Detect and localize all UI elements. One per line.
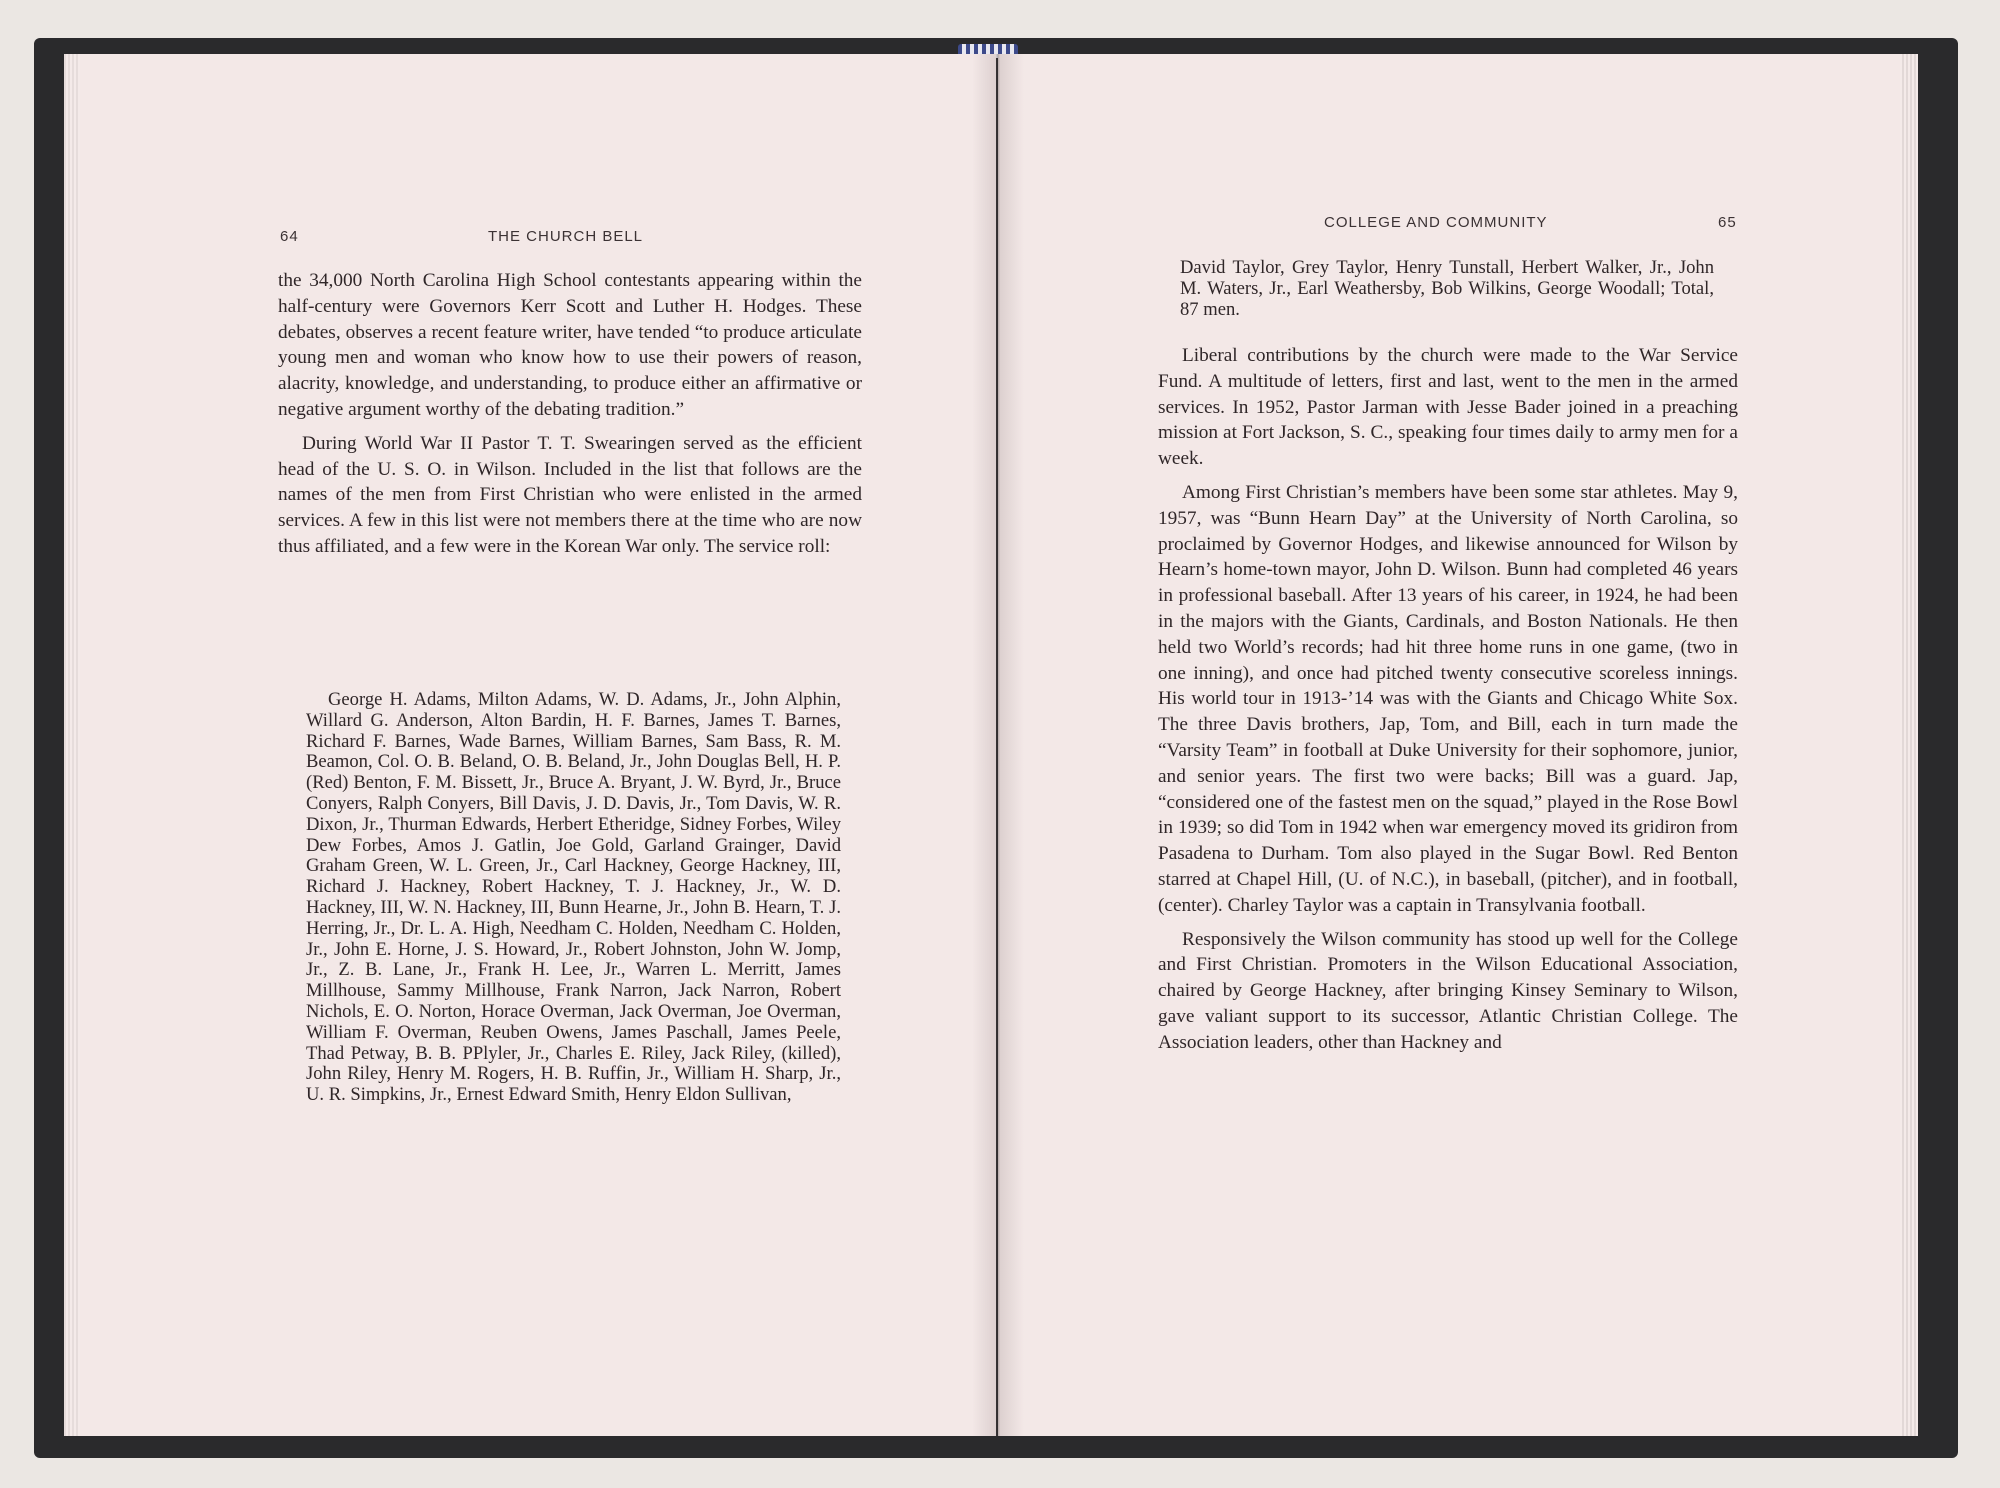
book-gutter — [972, 54, 1024, 1436]
left-page-body — [278, 268, 862, 560]
right-page-edges — [1900, 54, 1918, 1436]
service-roll-continuation: David Taylor, Grey Taylor, Henry Tunstall, Herbert Walker, Jr., John M. Waters, Jr., Earl Weathersby, Bob Wilkins, George Woodall; Total, 87 men. — [1180, 257, 1714, 320]
left-page-number: 64 — [280, 228, 299, 245]
paragraph: Among First Christian’s members have been some star athletes. May 9, 1957, was “Bunn Hearn Day” at the University of North Carolina, so proclaimed by Governor Hodges, and likewise announced for Wilson by Hearn’s home-town mayor, John D. Wilson. Bunn had completed 46 years in professional baseball. After 13 years of his career, in 1924, he had been in the majors with the Giants, Cardinals, and Boston Nationals. He then held two World’s records; had hit three home runs in one game, (two in one inning), and once had pitched twenty consecutive scoreless innings. His world tour in 1913-’14 was with the Giants and Chicago White Sox. The three Davis brothers, Jap, Tom, and Bill, each in turn made the “Varsity Team” in football at Duke University for their sophomore, junior, and senior years. The first two were backs; Bill was a guard. Jap, “considered one of the fastest men on the squad,” played in the Rose Bowl in 1939; so did Tom in 1942 when war emergency moved its gridiron from Pasadena to Durham. Tom also played in the Sugar Bowl. Red Benton starred at Chapel Hill, (U. of N.C.), in baseball, (pitcher), and in football, (center). Charley Taylor was a captain in Transylvania football. — [1158, 481, 1738, 916]
service-roll: George H. Adams, Milton Adams, W. D. Adams, Jr., John Alphin, Willard G. Anderson, Alton Bardin, H. F. Barnes, James T. Barnes, Richard F. Barnes, Wade Barnes, William Barnes, Sam Bass, R. M. Beamon, Col. O. B. Beland, O. B. Beland, Jr., John Douglas Bell, H. P. (Red) Benton, F. M. Bissett, Jr., Bruce A. Bryant, J. W. Byrd, Jr., Bruce Conyers, Ralph Conyers, Bill Davis, J. D. Davis, Jr., Tom Davis, W. R. Dixon, Jr., Thurman Edwards, Herbert Etheridge, Sidney Forbes, Wiley Dew Forbes, Amos J. Gatlin, Joe Gold, Garland Grainger, David Graham Green, W. L. Green, Jr., Carl Hackney, George Hackney, III, Richard J. Hackney, Robert Hackney, T. J. Hackney, Jr., W. D. Hackney, III, W. N. Hackney, III, Bunn Hearne, Jr., John B. Hearn, T. J. Herring, Jr., Dr. L. A. High, Needham C. Holden, Needham C. Holden, Jr., John E. Horne, J. S. Howard, Jr., Robert Johnston, John W. Jomp, Jr., Z. B. Lane, Jr., Frank H. Lee, Jr., Warren L. Merritt, James Millhouse, Sammy Millhouse, Frank Narron, Jack Narron, Robert Nichols, E. O. Norton, Horace Overman, Jack Overman, Joe Overman, William F. Overman, Reuben Owens, James Paschall, James Peele, Thad Petway, B. B. PPlyler, Jr., Charles E. Riley, Jack Riley, (killed), John Riley, Henry M. Rogers, H. B. Ruffin, Jr., William H. Sharp, Jr., U. R. Simpkins, Jr., Ernest Edward Smith, Henry Eldon Sullivan, — [306, 689, 841, 1106]
right-running-head: COLLEGE AND COMMUNITY — [1324, 214, 1548, 231]
paragraph: Liberal contributions by the church were made to the War Service Fund. A multitude of letters, first and last, went to the men in the armed services. In 1952, Pastor Jarman with Jesse Bader joined in a preaching mission at Fort Jackson, S. C., speaking four times daily to army men for a week. — [1158, 345, 1738, 470]
paragraph: Responsively the Wilson community has stood up well for the College and First Christian. Promoters in the Wilson Educational Association, chaired by George Hackney, after bringing Kinsey Seminary to Wilson, gave valiant support to its successor, Atlantic Christian College. The Association leaders, other than Hackney and — [1158, 928, 1738, 1053]
left-running-head: THE CHURCH BELL — [488, 228, 644, 245]
paragraph: During World War II Pastor T. T. Swearingen served as the efficient head of the U. S. O. in Wilson. Included in the list that follows are the names of the men from First Christian who were enlisted in the armed services. A few in this list were not members there at the time who are now thus affiliated, and a few were in the Korean War only. The service roll: — [278, 432, 862, 557]
paragraph: the 34,000 North Carolina High School contestants appearing within the half-century were Governors Kerr Scott and Luther H. Hodges. These debates, observes a recent feature writer, have tended “to produce articulate young men and woman who know how to use their powers of reason, alacrity, knowledge, and understanding, to produce either an affirmative or negative argument worthy of the debating tradition.” — [278, 270, 862, 420]
right-page-body — [1158, 343, 1738, 1056]
right-page-number: 65 — [1718, 214, 1737, 231]
left-page-edges — [64, 54, 80, 1436]
